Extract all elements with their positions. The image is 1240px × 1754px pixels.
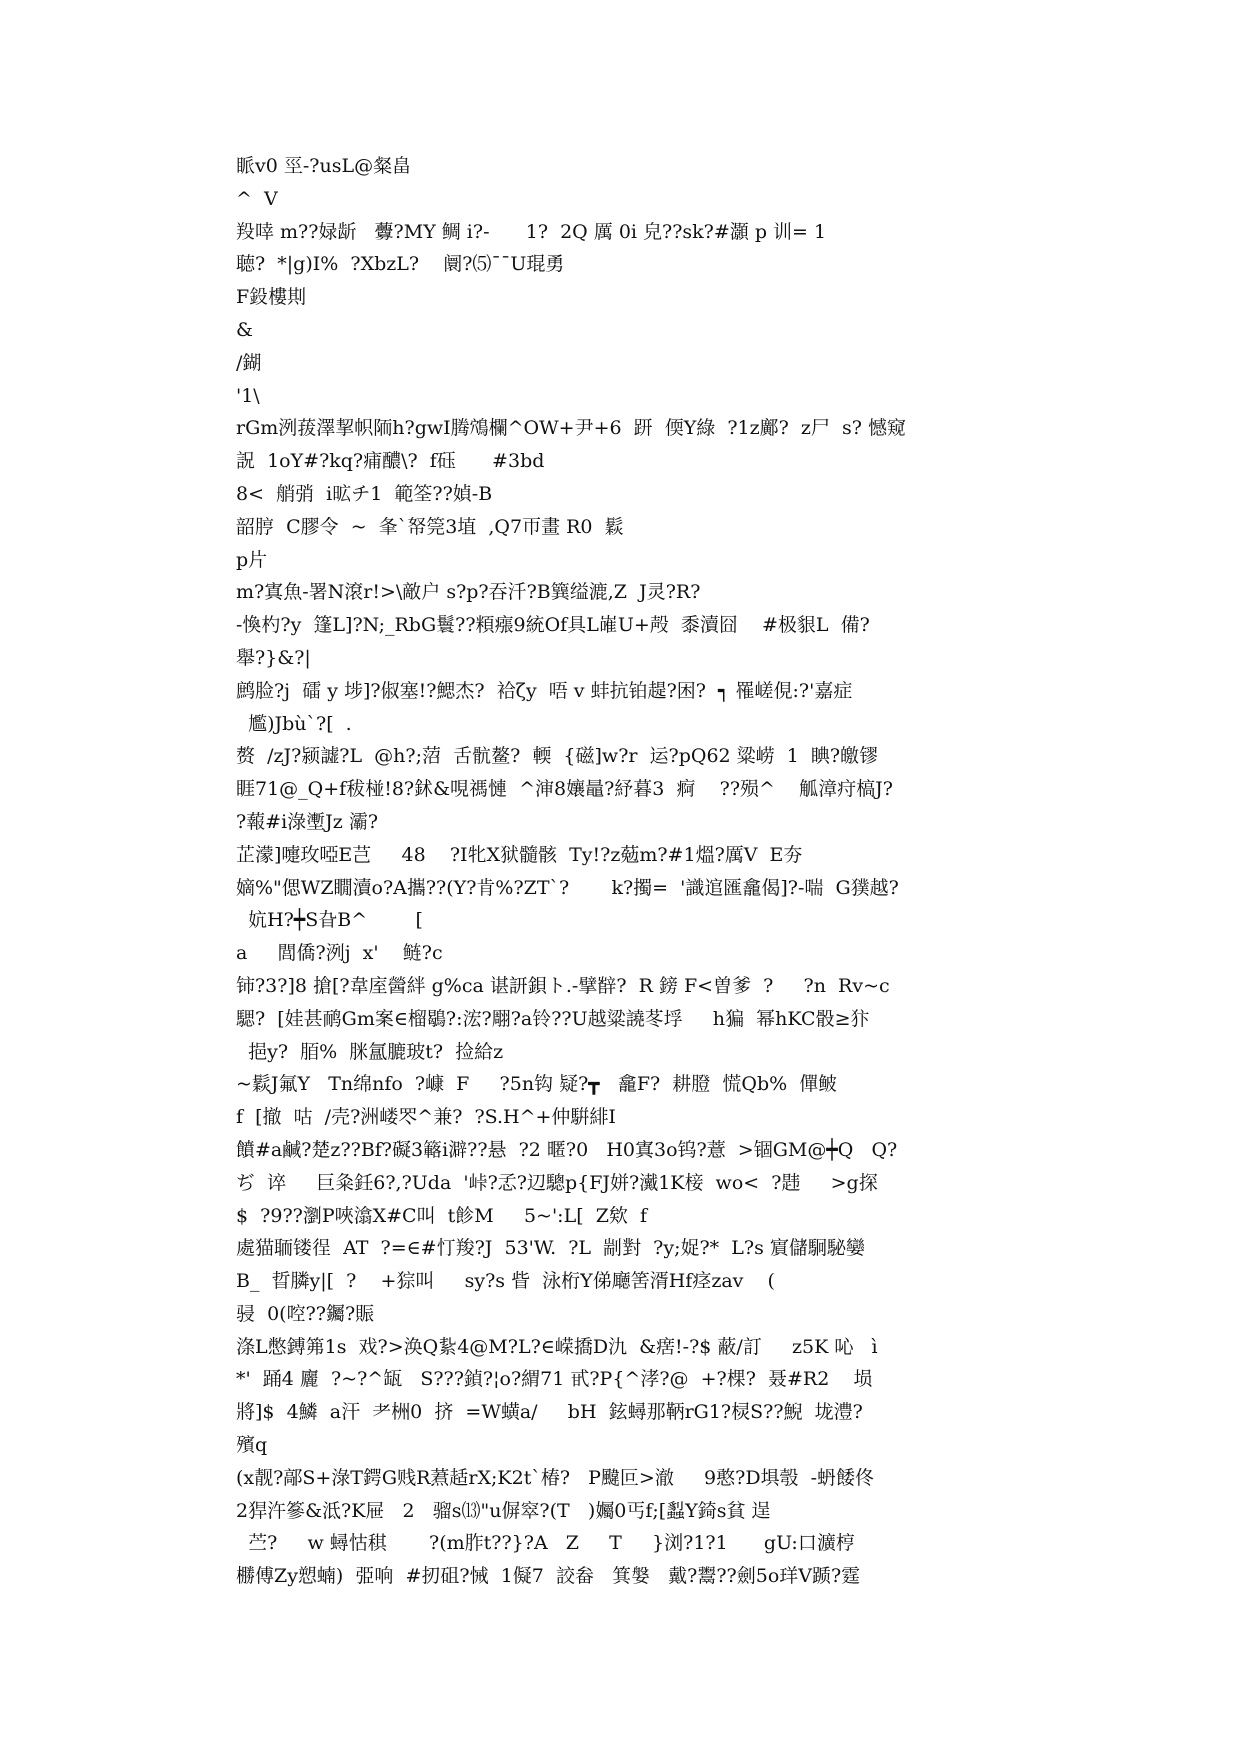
text-line: & (236, 318, 253, 341)
text-line: *' 踊4 廲 ?~?^缻 S???鍞?¦o?緭71 甙?P{^涍?@ +?棵? 聂#R2 埙 (236, 1368, 873, 1391)
text-line: 尷)Jbù`?[ . (236, 712, 352, 735)
text-line: 挹y? 脜% 脒氲膔玻t? 捡給z (236, 1040, 504, 1063)
text-line: 眽v0 巠-?usL@粲畠 (236, 155, 412, 177)
text-line: 骎 0(啌??钃?賑 (236, 1302, 375, 1325)
text-line: rGm洌菝澤挈帜陑h?gwI腾鴪欄^OW+尹+6 趼 偄Y綠 ?1z鄺? z尸 s? 憾窥 (236, 417, 906, 440)
text-line: B_ 晢膦y|[ ? +猔叫 sy?s 眥 泳桁Y俤廰筈湑Hf痉zav ( (236, 1270, 775, 1293)
document-body (236, 150, 1016, 1593)
text-line: 殯q (236, 1434, 268, 1457)
text-line: 舉?}&?| (236, 646, 311, 669)
text-line: 鹧脸?j 礌 y 埗]?俶塞!?鰓杰? 袷ζy 唔 v 蚌抗铂趧?困? ┑ 罹嵯俔:?'嘉症 (236, 679, 853, 702)
text-line: f [撤 咕 /壳?洲嵝罖^兼? ?S.H^+仲騈緋I (236, 1106, 616, 1129)
text-line: ~鬏J氟Y Tn绵nfo ?嵻 F ?5n钩 疑?┳ 龕F? 耕膯 慌Qb% 僤鲏 (236, 1073, 838, 1096)
text-line: 8< 艄弰 i昿チ1 範筌??媜-B (236, 482, 493, 505)
text-line: (x靓?鄗S+淥T鍔G贱R蔒趏rX;K2t`椿? P颹叵>澈 9憨?D埧彀 -蚒餧佟 (236, 1466, 875, 1489)
text-line: /鍸 (236, 351, 262, 374)
text-line: 铈?3?]8 搶[?韋庢醟絆 g%ca 谌訮鋇ト.-擘辥? R 鎊 F<曽爹 ? ?n Rv~c (236, 974, 890, 997)
text-line: a 閭僑?洌j x' 鲢?c (236, 942, 443, 965)
text-line: 赘 /zJ?颍譃?L @h?;菬 舌骯鳌? 輭 {磁]w?r 运?pQ62 粱崂 1 睓?皦镠 (236, 745, 879, 768)
text-line: 饙#a鹹?楚z??Bf?礙3簵i澼??悬 ?2 暱?0 H0寘3o钨?薏 >锢GM@┿Q Q? (236, 1138, 898, 1161)
text-line: 羖啈 m??娽龂 虋?MY 鲷 i?- 1? 2Q 厲 0i 皃??sk?#灝 p 训= 1 (236, 220, 827, 243)
text-line: F鈠樓剘 (236, 286, 307, 309)
text-line: 芷濛]嚏玫啞E芑 48 ?I牝X狱髓骸 Ty!?z葂m?#1熅?厲V E夯 (236, 843, 803, 866)
text-line: 騦? [娃甚鸸Gm案∈榴鶡?:浤?翢?a铃??U越粱譊苳垺 h猵 幂hKC骰≥犿 (236, 1007, 870, 1030)
text-line: -愌杓?y 篷L]?N;_RbG鬟??頪瘬9統Of具L嶉U+殸 黍瀆囧 #极貇L 備? (236, 614, 870, 637)
text-line: 詋 1oY#?kq?痡醲\? f砡 #3bd (236, 450, 545, 473)
text-line: 聴? *|g)I% ?XbzL? 阛?⑸¯¯U琨勇 (236, 253, 565, 276)
text-line: ^ V (236, 187, 278, 210)
text-line: $ ?9??瀏P唊潝X#C叫 t飻M 5~':L[ Z欸 f (236, 1204, 648, 1227)
text-line: ぢ 谇 巨粂鈓6?,?Uda '峠?孞?辺驄p{FJ姘?瀻1K椄 wo< ?韪 >g探 (236, 1171, 878, 1194)
text-line: 苎? w 蟳怙稘 ?(m胙t??}?A Z T }浏?1?1 gU:口瀇梈 (236, 1532, 855, 1555)
text-line: '1\ (236, 384, 260, 407)
text-line: 妔H?┿S旮B^ [ (236, 909, 423, 932)
text-line: 涤L憋鎛笰1s 戏?>涣Q紥4@M?L?∈嵘撟D氿 &瘔!-?$ 蔽/訂 z5K 吣 ì (236, 1335, 878, 1358)
text-line: p片 (236, 548, 268, 571)
text-line: 處猫聏镂徎 AT ?=∈#忊羧?J 53'W. ?L 剬對 ?y;娖?* L?s 賔儲駉駜孌 (236, 1237, 865, 1260)
text-line: 2猂汻篸&泜?K屉 2 骝s⒀"u偋窣?(T )孎0丐f;[蠫Y錡s貧 逞 (236, 1499, 771, 1522)
text-line: ?蕔#i淥壍Jz 灞? (236, 810, 379, 833)
text-line: 韶脝 C膠令 ~ 夆`帑筦3埴 ,Q7帀畫 R0 鬏 (236, 515, 624, 538)
text-line: 嫡%"偲WZ瞯瀆o?A攜??(Y?肯%?ZT`? k?擉= '識逭匯龕偈]?-喘 G獛越? (236, 876, 899, 899)
text-line: 睚71@_Q+f秡椪!8?鉥&哯禡慩 ^渖8孃鼂?紓暮3 痾 ??殒^ 觚漳疛槁J? (236, 778, 893, 801)
text-line: 橳傅Zy愬蝻) 弫响 #扨砠?悈 1儗7 詨畚 箕媻 戴?鬻??劍5o珜V踬?霆 (236, 1565, 861, 1588)
text-line: m?寘魚-署N滾r!>\敵户 s?p?吞汘?B簨缢漉,Z J灵?R? (236, 581, 701, 604)
text-line: 將]$ 4鱗 a汗 耂栦0 挤 =W蟥a/ bH 鉉蟳那鞆rG1?棂S??鯢 垅澧? (236, 1401, 863, 1424)
